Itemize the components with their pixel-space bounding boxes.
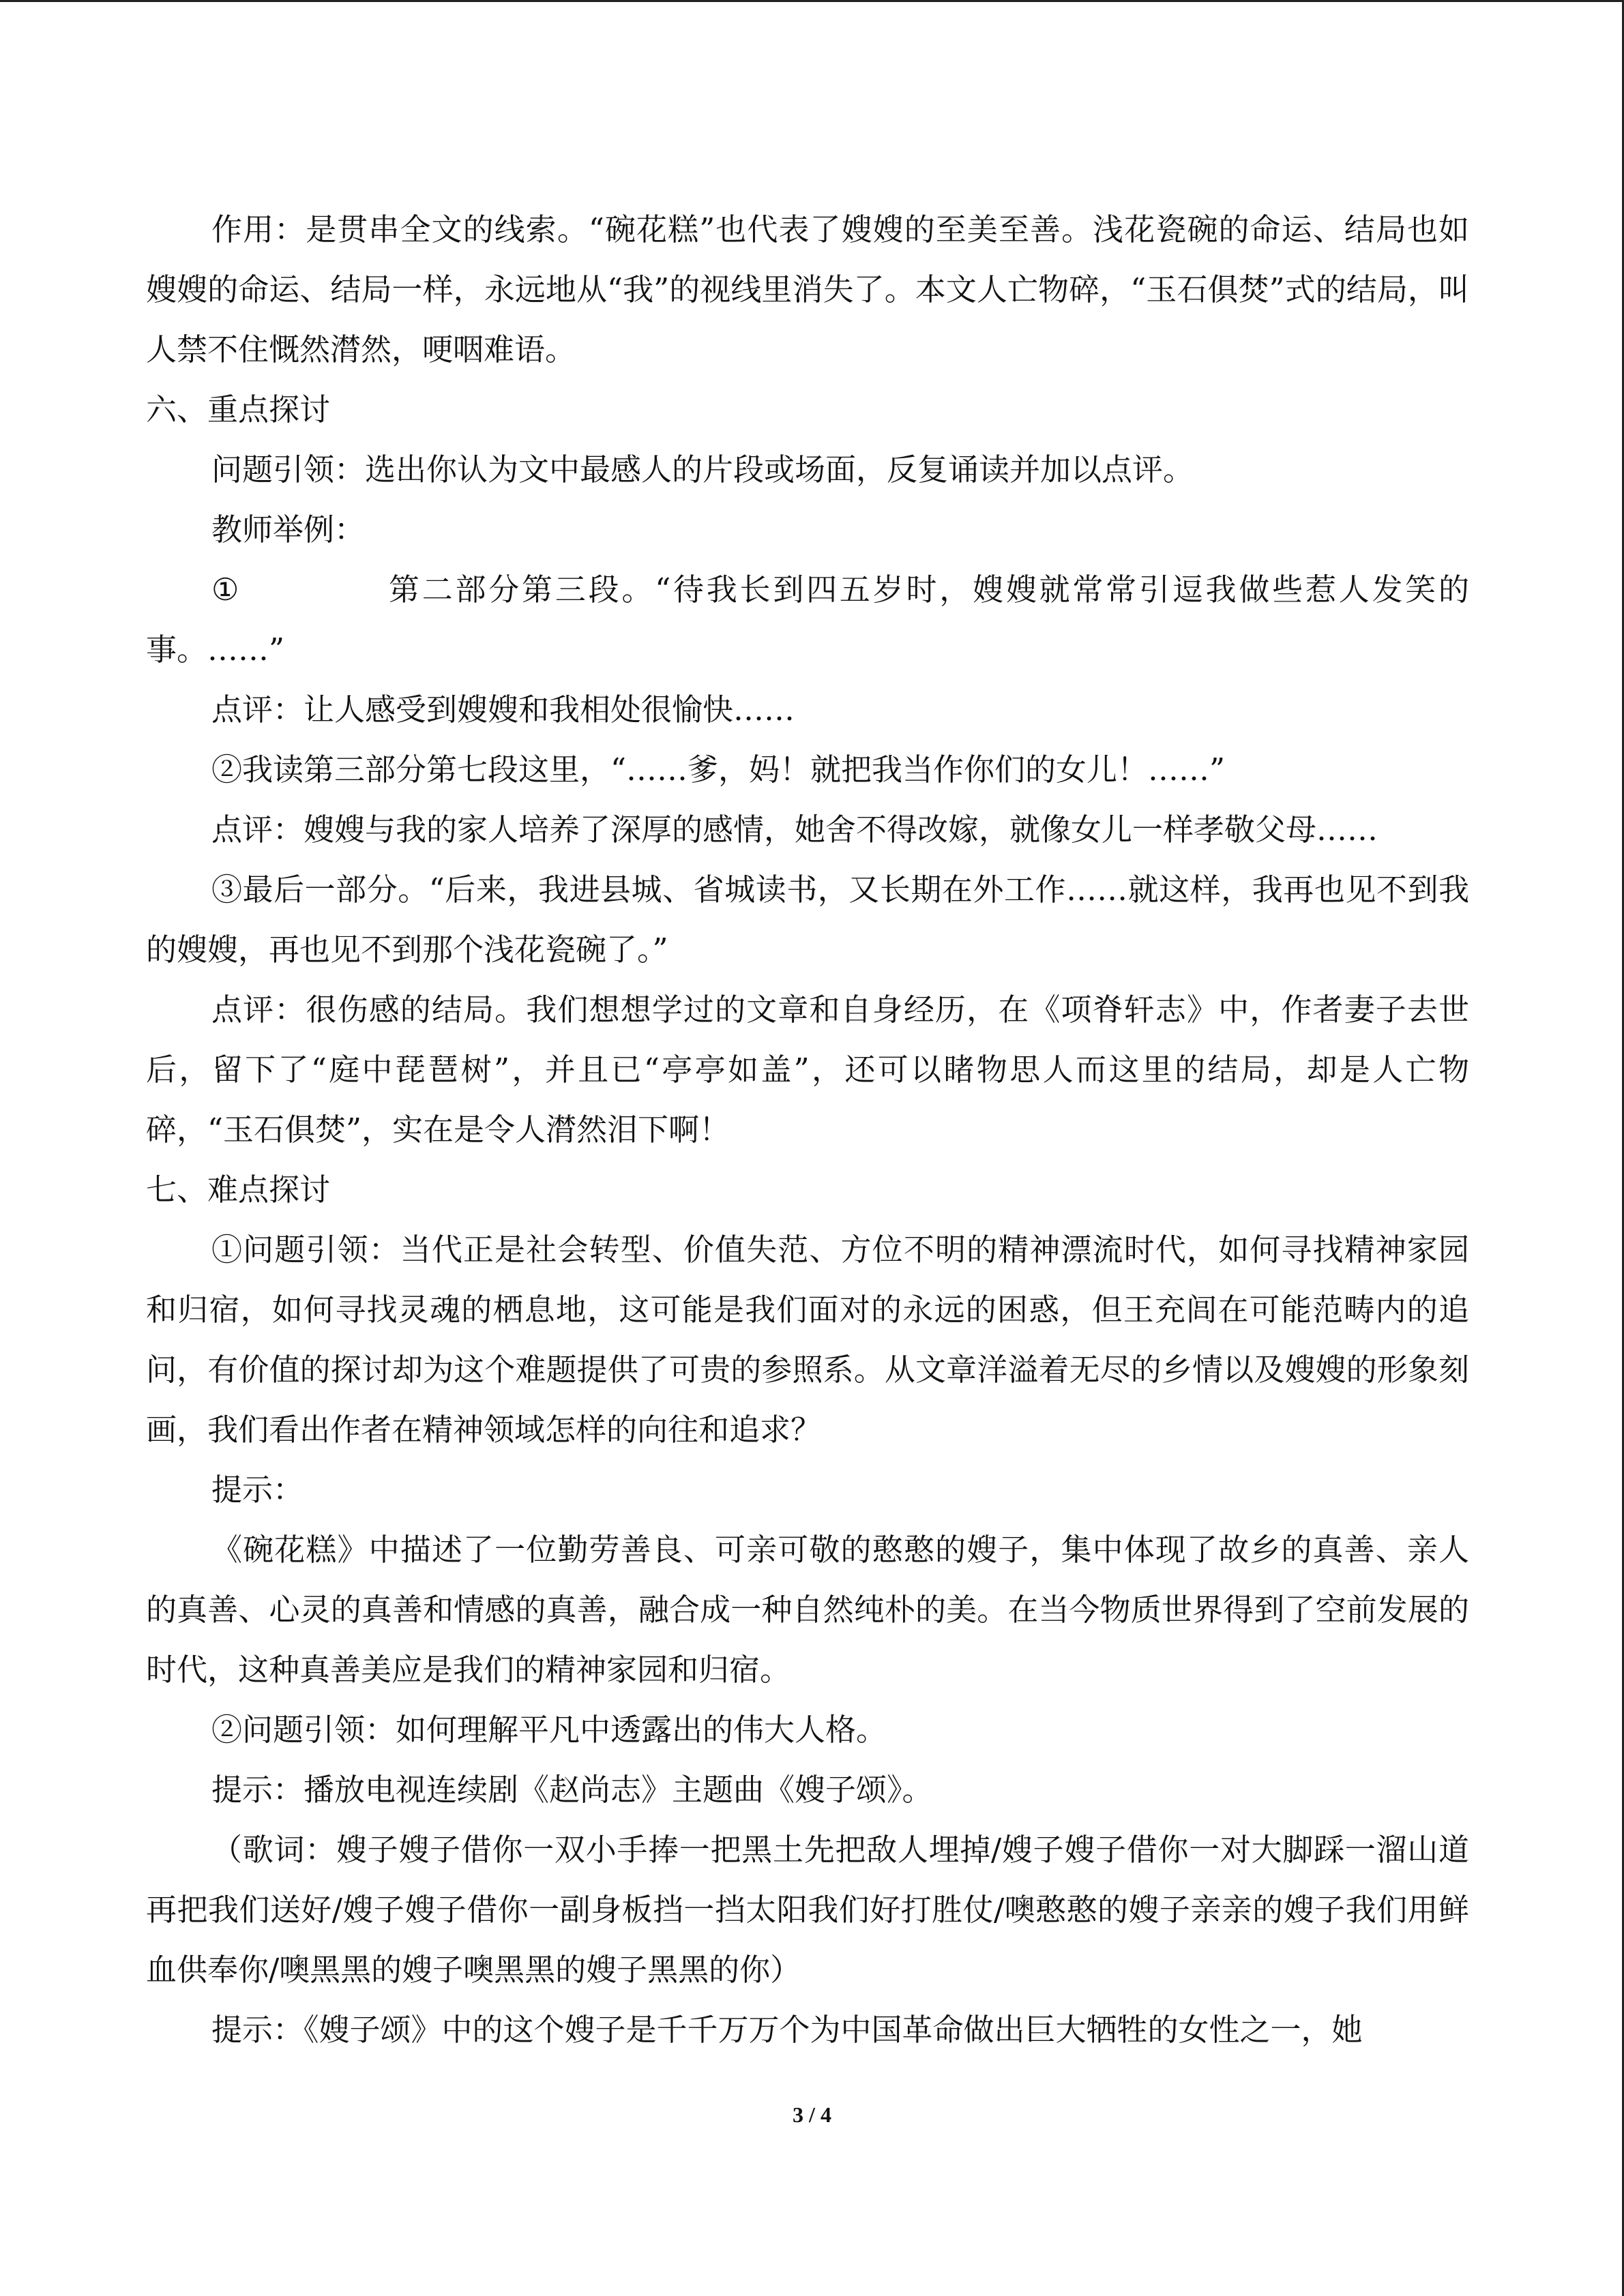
paragraph-comment-two: 点评：嫂嫂与我的家人培养了深厚的感情，她舍不得改嫁，就像女儿一样孝敬父母…… (211, 811, 1378, 848)
paragraph-question-lead: 问题引领：选出你认为文中最感人的片段或场面，反复诵读并加以点评。 (211, 451, 1194, 488)
section-heading-difficult-discussion: 七、难点探讨 (146, 1172, 331, 1208)
paragraph-comment-three: 点评：很伤感的结局。我们想想学过的文章和自身经历，在《项脊轩志》中，作者妻子去世后，留下了“庭中琵琶树”，并且已“亭亭如盖”，还可以睹物思人而这里的结局，却是人亡物碎，“玉石俱焚”，实在是令人潸然泪下啊！ (146, 992, 1469, 1148)
page-body (146, 200, 1469, 2060)
paragraph-role-of-clue: 作用：是贯串全文的线索。“碗花糕”也代表了嫂嫂的至美至善。浅花瓷碗的命运、结局也如嫂嫂的命运、结局一样，永远地从“我”的视线里消失了。本文人亡物碎，“玉石俱焚”式的结局，叫人禁不住慨然潸然，哽咽难语。 (146, 211, 1469, 368)
paragraph-example-three: ③最后一部分。“后来，我进县城、省城读书，又长期在外工作……就这样，我再也见不到我的嫂嫂，再也见不到那个浅花瓷碗了。” (146, 871, 1469, 968)
paragraph-teacher-examples: 教师举例： (211, 511, 366, 548)
paragraph-comment-one: 点评：让人感受到嫂嫂和我相处很愉快…… (211, 691, 795, 728)
section-heading-key-discussion: 六、重点探讨 (146, 391, 331, 428)
paragraph-hint-label: 提示： (211, 1472, 304, 1508)
paragraph-difficult-question-two: ②问题引领：如何理解平凡中透露出的伟大人格。 (211, 1712, 887, 1748)
example-one-text: 第二部分第三段。“待我长到四五岁时，嫂嫂就常常引逗我做些惹人发笑的事。……” (146, 571, 1470, 668)
paragraph-example-two: ②我读第三部分第七段这里，“……爹，妈！就把我当作你们的女儿！……” (211, 751, 1226, 788)
paragraph-example-one (146, 560, 1469, 680)
paragraph-hint-song: 提示：播放电视连续剧《赵尚志》主题曲《嫂子颂》。 (211, 1772, 933, 1808)
paragraph-hint-one: 《碗花糕》中描述了一位勤劳善良、可亲可敬的憨憨的嫂子，集中体现了故乡的真善、亲人的真善、心灵的真善和情感的真善，融合成一种自然纯朴的美。在当今物质世界得到了空前发展的时代，这种真善美应是我们的精神家园和归宿。 (146, 1532, 1469, 1688)
paragraph-difficult-question-one: ①问题引领：当代正是社会转型、价值失范、方位不明的精神漂流时代，如何寻找精神家园和归宿，如何寻找灵魂的栖息地，这可能是我们面对的永远的困惑，但王充闾在可能范畴内的追问，有价值的探讨却为这个难题提供了可贵的参照系。从文章洋溢着无尽的乡情以及嫂嫂的形象刻画，我们看出作者在精神领域怎样的向往和追求？ (146, 1232, 1469, 1448)
paragraph-hint-two: 提示：《嫂子颂》中的这个嫂子是千千万万个为中国革命做出巨大牺牲的女性之一，她 (211, 2012, 1363, 2048)
paragraph-song-lyrics: （歌词：嫂子嫂子借你一双小手捧一把黑土先把敌人埋掉/嫂子嫂子借你一对大脚踩一溜山道再把我们送好/嫂子嫂子借你一副身板挡一挡太阳我们好打胜仗/噢憨憨的嫂子亲亲的嫂子我们用鲜血供奉你/噢黑黑的嫂子噢黑黑的嫂子黑黑的你） (146, 1832, 1469, 1988)
page-number: 3 / 4 (793, 2102, 831, 2127)
example-one-marker: ① (211, 571, 242, 608)
